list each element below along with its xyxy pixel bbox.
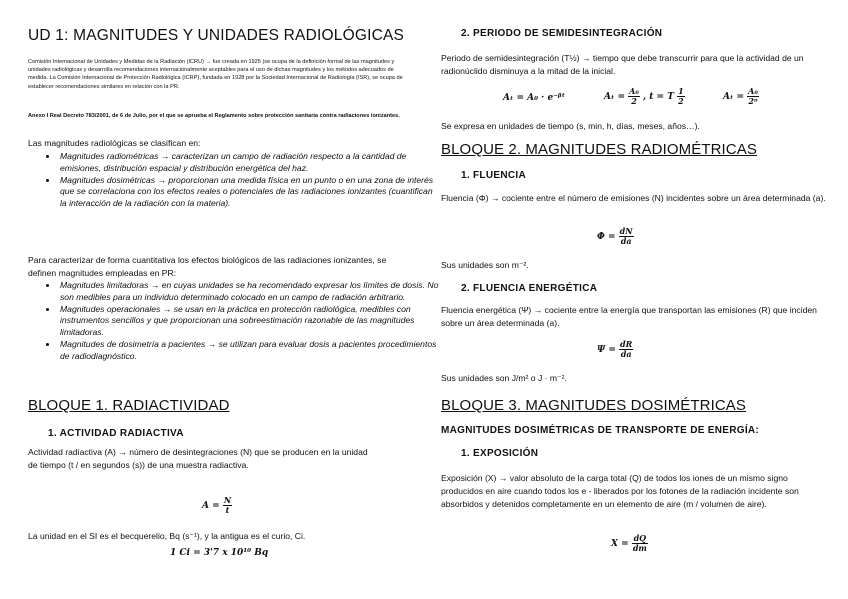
formula-lhs: A = [202,501,220,511]
list-item: • Magnitudes dosimétricas → proporcionan una medida física en un punto o en una zona de interés que se correlaciona con los efectos reales o potenciales de las radiaciones ionizantes (cuantifican la interacción de la radiación con la materia). [58,175,440,210]
fluencia-units: Sus unidades son m⁻². [441,260,529,270]
formula-lhs: Aₜ = [604,92,625,102]
unidad-text: La unidad en el SI es el becquerelio, Bq (s⁻¹), y la antigua es el curio, Ci. [28,531,306,541]
list-item: • Magnitudes limitadoras → en cuyas unidades se ha recomendado expresar los límites de dosis. No son medibles para un individuo determinado colocado en un campo de radiación arbitrario. [58,280,440,304]
formula-numerator: dN [619,226,633,236]
formula-lhs: Ψ = [597,345,616,355]
classification-intro: Las magnitudes radiológicas se clasifican en: [28,138,201,148]
intro-paragraph-decreto: Anexo I Real Decreto 783/2001, de 6 de Julio, por el que se aprueba el Reglamento sobre protección sanitaria contra radiaciones ionizantes. [28,113,400,119]
formula-lhs: Aₜ = [723,92,744,102]
intro-paragraph-icru: Comisión Internacional de Unidades y Medidas de la Radiación (ICRU) → fue creada en 1925 (se ocupa de la definición formal de las magnitudes y unidades radiológicas y desarrolla recomendaciones internacionalmente aceptables para el uso de dichas magnitudes y los métodos adecuados de medida. La Comisión Internacional de Protección Radiológica (ICRP), fundada en 1928 por la Sociedad Internacional de Radiología (ISR), se ocupa de establecer recomendaciones similares en relación con la PR. [28,59,403,90]
formula-periodo-half [604,87,685,106]
periodo-units: Se expresa en unidades de tiempo (s, min, h, días, meses, años…). [441,121,700,131]
formula-denominator: 2 [631,96,637,106]
formula-lhs: X = [611,539,629,549]
formula-numerator: 1 [678,86,684,96]
exposicion-text: Exposición (X) → valor absoluto de la carga total (Q) de todos los iones de un mismo signo producidos en aire cuando todos los e - liberados por los fotones de la radiación incidente son absorbidos y detenidos completamente en un elemento de aire (m / volumen de aire). [441,473,799,510]
formula-actividad [202,496,232,515]
pr-magnitudes-list [22,280,440,363]
formula-fluencia-energetica [597,340,633,359]
formula-curio: 1 Ci = 3'7 x 10¹⁰ Bq [170,548,269,558]
fluencia-energetica-text: Fluencia energética (Ψ) → cociente entre la energía que transportan las emisiones (R) que inciden sobre un área determinada (a). [441,305,817,329]
formula-fraction [223,496,232,515]
formula-denominator: t [225,505,230,515]
formula-exposicion [611,534,648,553]
section-exposicion-heading: 1. EXPOSICIÓN [461,448,539,459]
formula-fraction [632,534,648,553]
formula-denominator: dm [632,543,647,553]
list-item: • Magnitudes radiométricas → caracterizan un campo de radiación respecto a la cantidad de emisiones, distribución espacial y distribución energética del haz. [58,151,440,175]
formula-numerator: N [223,495,232,505]
formula-fraction [628,87,640,106]
formula-fraction [619,227,634,246]
formula-numerator: dQ [633,533,647,543]
bloque2-title: BLOQUE 2. MAGNITUDES RADIOMÉTRICAS [441,141,757,158]
section-actividad-heading: 1. ACTIVIDAD RADIACTIVA [48,428,184,439]
formula-fraction [619,340,633,359]
bloque3-title: BLOQUE 3. MAGNITUDES DOSIMÉTRICAS [441,397,747,414]
formula-fluencia [597,227,634,246]
subheading-transporte: MAGNITUDES DOSIMÉTRICAS DE TRANSPORTE DE ENERGÍA: [441,425,760,436]
list-item: • Magnitudes operacionales → se usan en la práctica en protección radiológica, medibles con instrumentos sencillos y que proporcionan una sobreestimación razonable de las magnitudes limitadoras. [58,304,440,339]
formula-numerator: A₀ [748,86,758,96]
pr-intro: Para caracterizar de forma cuantitativa los efectos biológicos de las radiaciones ionizantes, se definen magnitudes empleadas en PR: [28,255,387,279]
section-fluencia-heading: 1. FLUENCIA [461,170,526,181]
formula-denominator: da [620,349,632,359]
formula-numerator: A₀ [629,86,639,96]
periodo-text: Periodo de semidesintegración (T½) → tiempo que debe transcurrir para que la actividad de un radionúclido disminuya a la mitad de la inicial. [441,53,804,77]
fluencia-text: Fluencia (Φ) → cociente entre el número de emisiones (N) incidentes sobre un área determinada (a). [441,193,826,203]
fluencia-energetica-units: Sus unidades son J/m² o J · m⁻². [441,373,567,383]
formula-denominator: 2ⁿ [748,96,758,106]
formula-periodo-exponential: Aₜ = A₀ · e⁻ᵝᵗ [503,93,566,103]
formula-denominator: da [620,236,632,246]
formula-denominator: 2 [678,96,684,106]
formula-rhs: , t = T [643,92,674,102]
bloque1-title: BLOQUE 1. RADIACTIVIDAD [28,397,230,414]
list-item: • Magnitudes de dosimetría a pacientes → se utilizan para evaluar dosis a pacientes procedimientos de radiodiagnóstico. [58,339,440,363]
section-fluencia-energetica-heading: 2. FLUENCIA ENERGÉTICA [461,283,598,294]
classification-list [22,151,440,210]
section-periodo-heading: 2. PERIODO DE SEMIDESINTEGRACIÓN [461,28,663,39]
formula-periodo-n [723,87,759,106]
formula-numerator: dR [620,339,633,349]
formula-fraction [747,87,759,106]
document-title: UD 1: MAGNITUDES Y UNIDADES RADIOLÓGICAS [28,27,405,44]
formula-lhs: Φ = [597,232,616,242]
actividad-text: Actividad radiactiva (A) → número de desintegraciones (N) que se producen en la unidad de tiempo (t / en segundos (s)) de una muestra radiactiva. [28,447,368,471]
formula-fraction [677,87,685,106]
